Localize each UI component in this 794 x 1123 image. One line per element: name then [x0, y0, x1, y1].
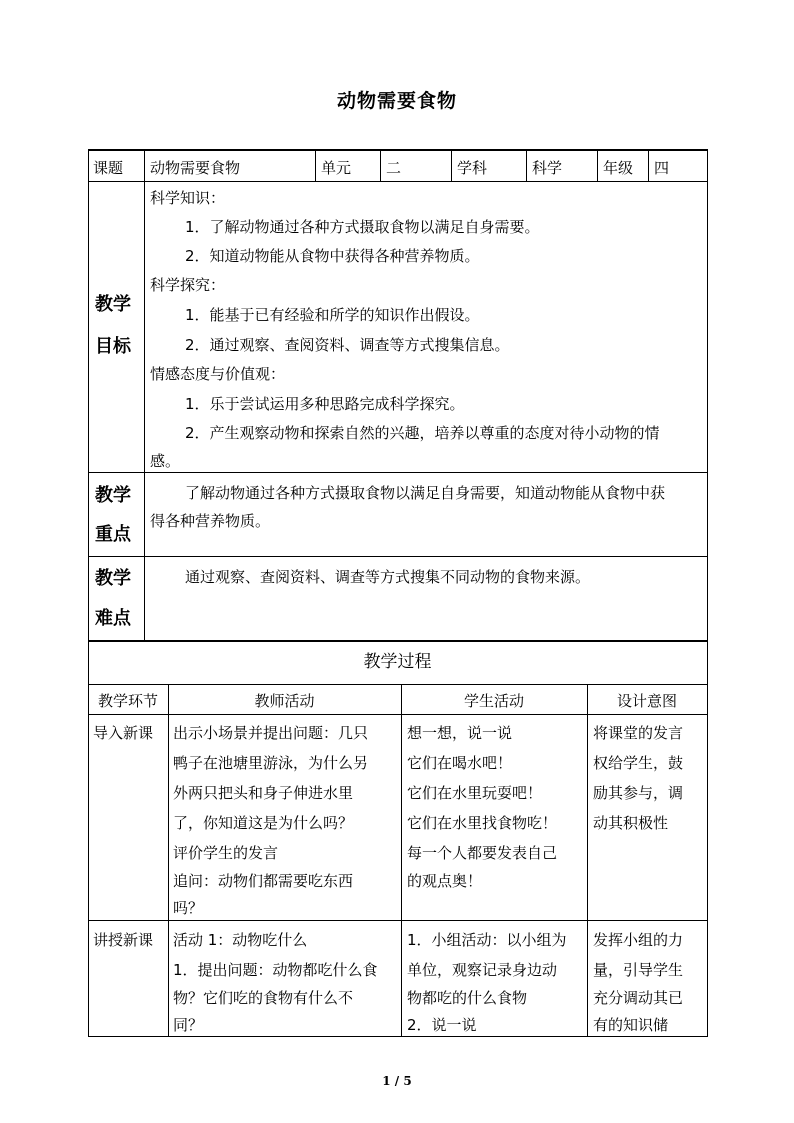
rule — [88, 684, 707, 685]
process-header-teacher: 教师活动 — [254, 692, 315, 710]
course-value: 动物需要食物 — [150, 159, 241, 177]
grade-label: 年级 — [603, 159, 634, 177]
objectives-label-2: 目标 — [95, 336, 131, 357]
process-title: 教学过程 — [363, 652, 432, 672]
key-points-line: 了解动物通过各种方式摄取食物以满足自身需要，知道动物能从食物中获 — [185, 484, 666, 502]
row-stage: 导入新课 — [93, 724, 154, 742]
intent-line: 动其积极性 — [593, 814, 669, 832]
objectives-line: 2．产生观察动物和探索自然的兴趣，培养以尊重的态度对待小动物的情 — [185, 424, 660, 442]
difficulties-label-1: 教学 — [95, 568, 131, 589]
rule — [380, 149, 381, 182]
student-line: 每一个人都要发表自己 — [407, 844, 558, 862]
student-line: 它们在水里玩耍吧！ — [407, 784, 543, 802]
student-line: 1．小组活动：以小组为 — [407, 931, 567, 949]
objectives-line: 感。 — [150, 452, 181, 470]
objectives-line: 2．通过观察、查阅资料、调查等方式搜集信息。 — [185, 336, 510, 354]
teacher-line: 追问：动物们都需要吃东西 — [173, 872, 354, 890]
student-line: 它们在喝水吧！ — [407, 754, 513, 772]
subject-value: 科学 — [532, 159, 563, 177]
course-label: 课题 — [93, 159, 124, 177]
teacher-line: 吗？ — [173, 899, 204, 917]
teacher-line: 活动 1：动物吃什么 — [173, 931, 308, 949]
student-line: 它们在水里找食物吃！ — [407, 814, 558, 832]
rule — [144, 149, 145, 640]
teacher-line: 物？它们吃的食物有什么不 — [173, 989, 354, 1007]
unit-value: 二 — [386, 159, 402, 177]
rule — [451, 149, 452, 182]
unit-label: 单元 — [321, 159, 352, 177]
teacher-line: 同？ — [173, 1016, 204, 1034]
process-header-student: 学生活动 — [463, 692, 524, 710]
intent-line: 励其参与，调 — [593, 784, 684, 802]
key-points-label-1: 教学 — [95, 485, 131, 506]
intent-line: 将课堂的发言 — [593, 724, 684, 742]
rule — [526, 149, 527, 182]
objectives-line: 科学知识： — [150, 189, 226, 207]
objectives-line: 2．知道动物能从食物中获得各种营养物质。 — [185, 247, 480, 265]
rule — [88, 556, 707, 557]
objectives-line: 1．了解动物通过各种方式摄取食物以满足自身需要。 — [185, 218, 540, 236]
objectives-line: 1．乐于尝试运用多种思路完成科学探究。 — [185, 395, 465, 413]
rule — [88, 640, 707, 642]
objectives-line: 情感态度与价值观： — [150, 365, 286, 383]
teacher-line: 鸭子在池塘里游泳，为什么另 — [173, 754, 369, 772]
rule — [587, 684, 588, 1036]
difficulties-line: 通过观察、查阅资料、调查等方式搜集不同动物的食物来源。 — [185, 568, 591, 586]
grade-value: 四 — [654, 159, 670, 177]
intent-line: 权给学生，鼓 — [593, 754, 684, 772]
student-line: 2．说一说 — [407, 1016, 477, 1034]
objectives-line: 科学探究： — [150, 276, 226, 294]
process-header-stage: 教学环节 — [97, 692, 158, 710]
process-header-intent: 设计意图 — [616, 692, 677, 710]
rule — [88, 472, 707, 473]
teacher-line: 出示小场景并提出问题：几只 — [173, 724, 369, 742]
difficulties-label-2: 难点 — [95, 608, 131, 629]
student-line: 物都吃的什么食物 — [407, 989, 528, 1007]
rule — [648, 149, 649, 182]
rule — [315, 149, 316, 182]
rule — [88, 149, 707, 151]
document-title: 动物需要食物 — [336, 90, 457, 112]
rule — [168, 684, 169, 1036]
key-points-line: 得各种营养物质。 — [150, 512, 271, 530]
student-line: 的观点奥！ — [407, 872, 483, 890]
objectives-label-1: 教学 — [95, 294, 131, 315]
key-points-label-2: 重点 — [95, 524, 131, 545]
teacher-line: 外两只把头和身子伸进水里 — [173, 784, 354, 802]
intent-line: 有的知识储 — [593, 1016, 669, 1034]
rule — [597, 149, 598, 182]
student-line: 单位，观察记录身边动 — [407, 961, 558, 979]
teacher-line: 1．提出问题：动物都吃什么食 — [173, 961, 378, 979]
row-stage: 讲授新课 — [93, 931, 154, 949]
rule — [401, 684, 402, 1036]
intent-line: 充分调动其已 — [593, 989, 684, 1007]
teacher-line: 评价学生的发言 — [173, 844, 279, 862]
page-number: 1 / 5 — [382, 1074, 412, 1088]
student-line: 想一想，说一说 — [407, 724, 513, 742]
objectives-line: 1．能基于已有经验和所学的知识作出假设。 — [185, 306, 480, 324]
intent-line: 发挥小组的力 — [593, 931, 684, 949]
teacher-line: 了，你知道这是为什么吗？ — [173, 814, 354, 832]
subject-label: 学科 — [457, 159, 488, 177]
intent-line: 量，引导学生 — [593, 961, 684, 979]
